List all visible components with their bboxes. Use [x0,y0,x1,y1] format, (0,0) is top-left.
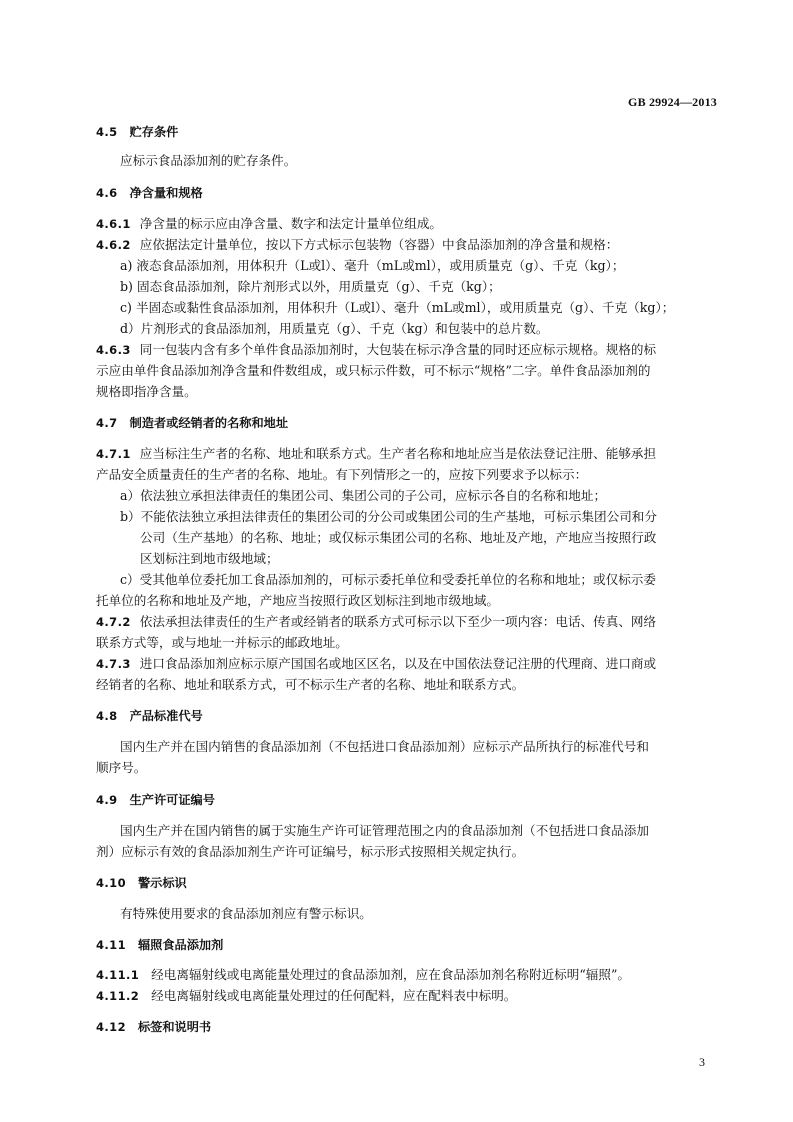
clause-4-6-3-line: 规格即指净含量。 [96,384,197,399]
list-item-continuation: 托单位的名称和地址及产地，产地应当按照行政区划标注到地市级地域。 [96,593,499,608]
section-4-9-body-line: 剂）应标示有效的食品添加剂生产许可证编号，标示形式按照相关规定执行。 [96,844,525,859]
list-item: d）片剂形式的食品添加剂，用质量克（g）、千克（kg）和包装中的总片数。 [120,321,549,336]
clause-4-11-1: 4.11.1 经电离辐射线或电离能量处理过的食品添加剂，应在食品添加剂名称附近标明“辐照”。 [96,967,631,982]
page-number: 3 [699,1055,705,1069]
clause-4-7-3: 4.7.3 进口食品添加剂应标示原产国国名或地区区名，以及在中国依法登记注册的代理商、进口商或 [96,656,657,671]
section-4-7-heading: 4.7 制造者或经销者的名称和地址 [96,416,289,430]
list-item-continuation: 区划标注到地市级地域； [140,551,279,566]
section-4-9-heading: 4.9 生产许可证编号 [96,793,215,807]
list-item: c）受其他单位委托加工食品添加剂的，可标示委托单位和受委托单位的名称和地址；或仅标示委 [120,572,656,587]
clause-4-6-3-line: 示应由单件食品添加剂净含量和件数组成，或只标示件数，可不标示“规格”二字。单件食品添加剂的 [96,363,651,378]
clause-4-6-3: 4.6.3 同一包装内含有多个单件食品添加剂时，大包装在标示净含量的同时还应标示规格。规格的标 [96,342,657,357]
section-4-6-heading: 4.6 净含量和规格 [96,186,203,200]
list-item-continuation: 公司（生产基地）的名称、地址；或仅标示集团公司的名称、地址及产地，产地应当按照行政 [140,530,657,545]
clause-4-6-2: 4.6.2 应依据法定计量单位，按以下方式标示包装物（容器）中食品添加剂的净含量和规格： [96,237,619,252]
list-item: b) 固态食品添加剂，除片剂形式以外，用质量克（g）、千克（kg）； [120,279,501,294]
section-4-5-body: 应标示食品添加剂的贮存条件。 [120,153,297,168]
clause-4-7-3-line: 经销者的名称、地址和联系方式，可不标示生产者的名称、地址和联系方式。 [96,677,525,692]
list-item: a) 液态食品添加剂，用体积升（L或l）、毫升（mL或ml），或用质量克（g）、千克（kg）； [120,258,625,273]
section-4-11-heading: 4.11 辐照食品添加剂 [96,938,224,952]
clause-4-7-1: 4.7.1 应当标注生产者的名称、地址和联系方式。生产者名称和地址应当是依法登记注册、能够承担 [96,446,657,461]
clause-4-6-1: 4.6.1 净含量的标示应由净含量、数字和法定计量单位组成。 [96,216,442,231]
section-4-8-body-line: 顺序号。 [96,760,147,775]
clause-4-11-2: 4.11.2 经电离辐射线或电离能量处理过的任何配料，应在配料表中标明。 [96,988,517,1003]
section-4-8-body: 国内生产并在国内销售的食品添加剂（不包括进口食品添加剂）应标示产品所执行的标准代号和 [120,739,649,754]
list-item: c) 半固态或黏性食品添加剂，用体积升（L或l）、毫升（mL或ml），或用质量克（g）、千克（kg）； [120,300,675,315]
section-4-10-heading: 4.10 警示标识 [96,876,187,890]
section-4-12-heading: 4.12 标签和说明书 [96,1020,212,1034]
section-4-10-body: 有特殊使用要求的食品添加剂应有警示标识。 [120,906,372,921]
clause-4-7-2: 4.7.2 依法承担法律责任的生产者或经销者的联系方式可标示以下至少一项内容：电话、传真、网络 [96,614,657,629]
list-item: b）不能依法独立承担法律责任的集团公司的分公司或集团公司的生产基地，可标示集团公司和分 [120,509,657,524]
list-item: a）依法独立承担法律责任的集团公司、集团公司的子公司，应标示各自的名称和地址； [120,488,607,503]
clause-4-7-1-line: 产品安全质量责任的生产者的名称、地址。有下列情形之一的，应按下列要求予以标示： [96,467,588,482]
document-number: GB 29924—2013 [628,95,717,109]
section-4-9-body: 国内生产并在国内销售的属于实施生产许可证管理范围之内的食品添加剂（不包括进口食品添加 [120,823,649,838]
clause-4-7-2-line: 联系方式等，或与地址一并标示的邮政地址。 [96,635,348,650]
section-4-5-heading: 4.5 贮存条件 [96,125,179,139]
section-4-8-heading: 4.8 产品标准代号 [96,709,203,723]
